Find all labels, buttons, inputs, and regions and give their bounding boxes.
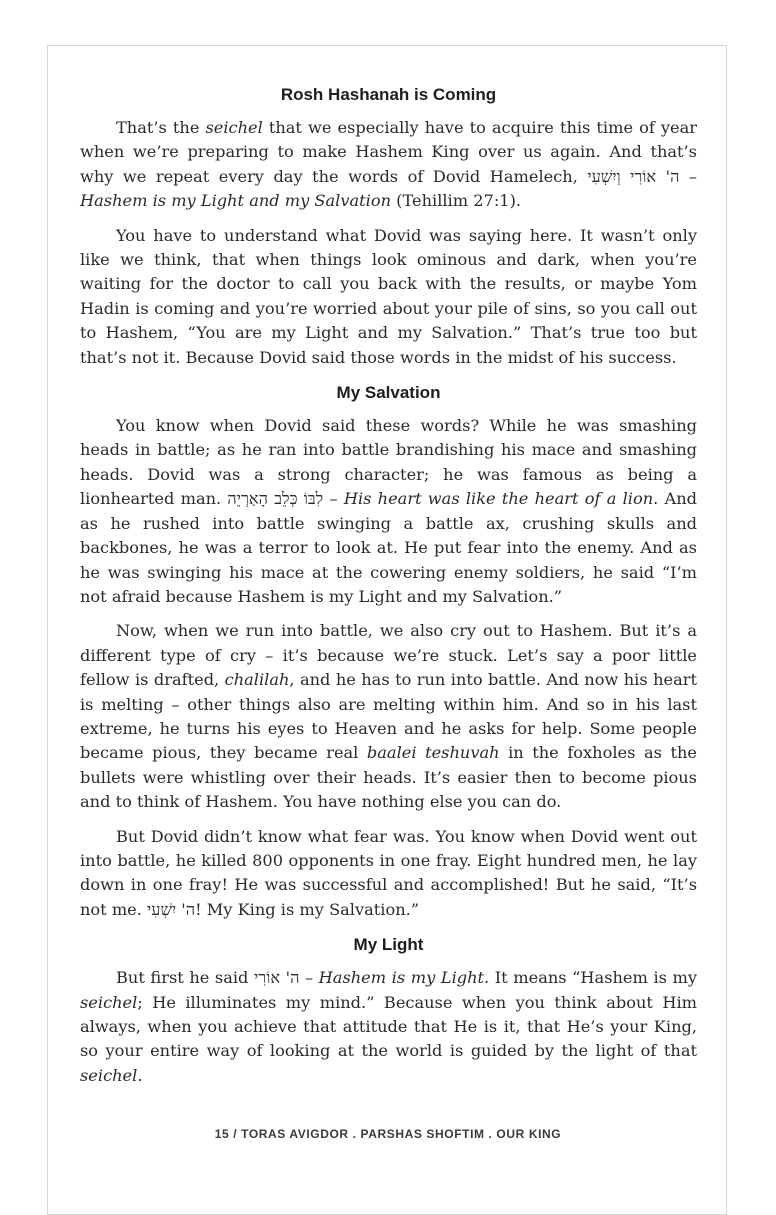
paragraph: But first he said ה' אוֹרִי – Hashem is my Light. It means “Hashem is my seichel; He illuminates my mind.” Because when you think about Him always, when you achieve that attitude that He is it, that He’s your King, so your entire way of looking at the world is guided by the light of that seichel.	[80, 968, 698, 1085]
paragraph: Now, when we run into battle, we also cry out to Hashem. But it’s a different type of cry – it’s because we’re stuck. Let’s say a poor little fellow is drafted, chalilah, and he has to run into battle. And now his heart is melting – other things also are melting within him. And so in his last extreme, he turns his eyes to Heaven and he asks for help. Some people became pious, they became real baalei teshuvah in the foxholes as the bullets were whistling over their heads. It’s easier then to become pious and to think of Hashem. You have nothing else you can do.	[80, 621, 697, 812]
paragraph: But Dovid didn’t know what fear was. You know when Dovid went out into battle, he killed 800 opponents in one fray. Eight hundred men, he lay down in one fray! He was successful and accomplished! But he said, “It’s not me. ה' יִשְׁעִי! My King is my Salvation.”	[80, 826, 697, 919]
paragraph: You know when Dovid said these words? While he was smashing heads in battle; as he ran into battle brandishing his mace and smashing heads. Dovid was a strong character; he was famous as being a lionhearted man. לִבּוֹ כְּלֵב הָאַרְיֵה – His heart was like the heart of a lion. And as he rushed into battle swinging a battle ax, crushing skulls and backbones, he was a terror to look at. He put fear into the enemy. And as he was swinging his mace at the cowering enemy soldiers, he said “I’m not afraid because Hashem is my Light and my Salvation.”	[80, 416, 697, 606]
paragraph: That’s the seichel that we especially have to acquire this time of year when we’re preparing to make Hashem King over us again. And that’s why we repeat every day the words of Dovid Hamelech, ה' אוֹרִי וְיִשְׁעִי – Hashem is my Light and my Salvation (Tehillim 27:1).	[80, 118, 697, 211]
page-footer: 15 / TORAS AVIGDOR . PARSHAS SHOFTIM . OUR KING	[214, 1127, 562, 1141]
section-heading-rosh-hashanah: Rosh Hashanah is Coming	[280, 85, 497, 104]
paragraph: You have to understand what Dovid was saying here. It wasn’t only like we think, that when things look ominous and dark, when you’re waiting for the doctor to call you back with the results, or maybe Yom Hadin is coming and you’re worried about your pile of sins, so you call out to Hashem, “You are my Light and my Salvation.” That’s true too but that’s not it. Because Dovid said those words in the midst of his success.	[80, 225, 697, 367]
section-heading-my-light: My Light	[353, 935, 424, 955]
hebrew-quote: ה' אוֹרִי	[254, 968, 300, 988]
page-content	[80, 82, 697, 1088]
hebrew-quote: ה' יִשְׁעִי	[147, 899, 196, 919]
section-heading-my-salvation: My Salvation	[336, 383, 441, 403]
hebrew-quote: ה' אוֹרִי וְיִשְׁעִי	[587, 166, 680, 186]
hebrew-quote: לִבּוֹ כְּלֵב הָאַרְיֵה	[227, 489, 324, 509]
